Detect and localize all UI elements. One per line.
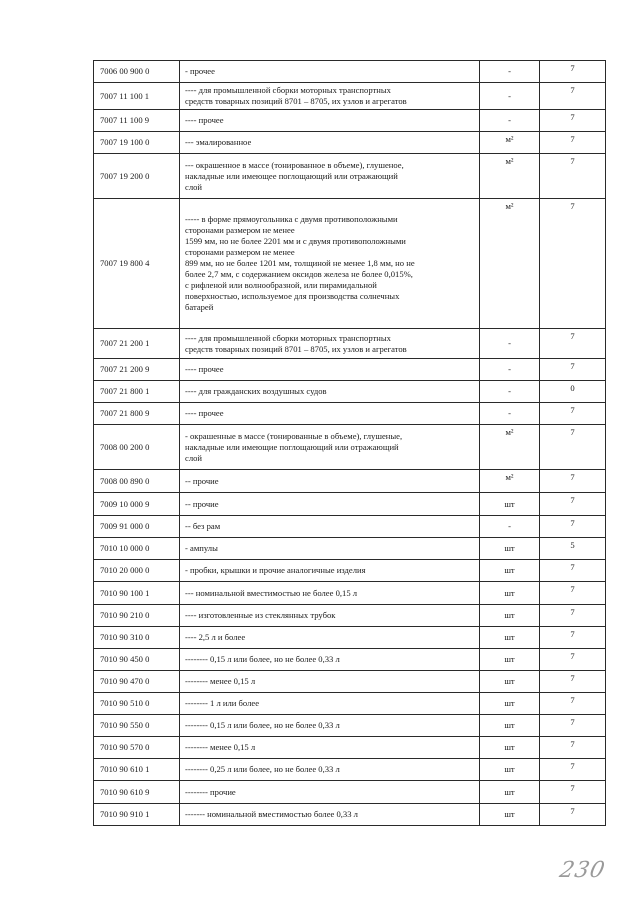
rate-cell: 7 (540, 61, 606, 83)
table-row (94, 516, 606, 538)
description-cell (180, 381, 480, 403)
code-cell: 7007 11 100 9 (94, 110, 180, 132)
unit-cell: шт (480, 605, 540, 627)
unit-cell: шт (480, 560, 540, 582)
rate-cell: 7 (540, 804, 606, 826)
unit-cell: шт (480, 759, 540, 781)
table-row (94, 154, 606, 199)
unit-cell: шт (480, 693, 540, 715)
unit-cell: - (480, 403, 540, 425)
description-cell (180, 403, 480, 425)
description-line: -------- 0,15 л или более, но не более 0,33 л (185, 720, 340, 730)
code-cell: 7010 90 100 1 (94, 582, 180, 605)
unit-cell: - (480, 83, 540, 110)
description-cell (180, 693, 480, 715)
description-line: слой (185, 452, 202, 463)
rate-cell: 7 (540, 671, 606, 693)
description-cell (180, 560, 480, 582)
description-line: --- номинальной вместимостью не более 0,15 л (185, 587, 358, 598)
table-row (94, 493, 606, 516)
rate-cell: 7 (540, 199, 606, 329)
rate-cell: 7 (540, 110, 606, 132)
code-cell: 7010 90 510 0 (94, 693, 180, 715)
description-cell (180, 83, 480, 110)
unit-cell: - (480, 329, 540, 359)
description-cell (180, 516, 480, 538)
code-cell: 7010 90 470 0 (94, 671, 180, 693)
table-row (94, 110, 606, 132)
description-line: накладные или имеющее поглощающий или отражающий (185, 170, 398, 181)
unit-cell: - (480, 359, 540, 381)
description-line: - окрашенные в массе (тонированные в объеме), глушеные, (185, 430, 403, 441)
rate-cell: 7 (540, 516, 606, 538)
description-line: ---- для гражданских воздушных судов (185, 386, 327, 396)
rate-cell: 7 (540, 715, 606, 737)
description-line: средств товарных позиций 8701 – 8705, их узлов и агрегатов (185, 96, 407, 106)
description-line: ---- прочее (185, 408, 224, 418)
unit-cell: шт (480, 737, 540, 759)
code-cell: 7010 90 550 0 (94, 715, 180, 737)
code-cell: 7010 10 000 0 (94, 538, 180, 560)
unit-cell: м² (480, 132, 540, 154)
description-cell (180, 110, 480, 132)
table-row (94, 737, 606, 759)
unit-cell: шт (480, 671, 540, 693)
table-row (94, 132, 606, 154)
description-cell (180, 470, 480, 493)
table-row (94, 199, 606, 329)
table-row (94, 538, 606, 560)
code-cell: 7007 19 200 0 (94, 154, 180, 199)
table-row (94, 693, 606, 715)
table-row (94, 329, 606, 359)
description-line: сторонами размером не менее (185, 247, 295, 257)
unit-cell: - (480, 516, 540, 538)
rate-cell: 7 (540, 359, 606, 381)
table-row (94, 804, 606, 826)
rate-cell: 7 (540, 605, 606, 627)
rate-cell: 7 (540, 470, 606, 493)
description-line: слой (185, 181, 202, 192)
description-line: с рифленой или волнообразной, или пирамидальной (185, 280, 377, 290)
unit-cell: шт (480, 781, 540, 804)
code-cell: 7009 91 000 0 (94, 516, 180, 538)
rate-cell: 7 (540, 132, 606, 154)
code-cell: 7008 00 890 0 (94, 470, 180, 493)
description-line: более 2,7 мм, с содержанием оксидов железа не более 0,015%, (185, 269, 413, 279)
code-cell: 7007 19 100 0 (94, 132, 180, 154)
description-cell (180, 199, 480, 329)
description-line: ------- номинальной вместимостью более 0,33 л (185, 809, 358, 819)
description-cell (180, 329, 480, 359)
unit-cell: - (480, 110, 540, 132)
rate-cell: 7 (540, 582, 606, 605)
table-row (94, 61, 606, 83)
rate-cell: 5 (540, 538, 606, 560)
description-line: -- без рам (185, 521, 221, 531)
description-line: -------- 0,15 л или более, но не более 0,33 л (185, 654, 340, 664)
rate-cell: 7 (540, 759, 606, 781)
description-cell (180, 359, 480, 381)
rate-cell: 7 (540, 781, 606, 804)
table-row (94, 671, 606, 693)
unit-cell: шт (480, 582, 540, 605)
rate-cell: 7 (540, 425, 606, 470)
description-line: ---- прочее (185, 364, 224, 374)
description-cell (180, 671, 480, 693)
code-cell: 7010 90 310 0 (94, 627, 180, 649)
table-row (94, 605, 606, 627)
description-line: -------- 0,25 л или более, но не более 0,33 л (185, 764, 340, 774)
description-line: 899 мм, но не более 1201 мм, толщиной не менее 1,8 мм, но не (185, 258, 415, 268)
code-cell: 7010 90 610 1 (94, 759, 180, 781)
rate-cell: 7 (540, 493, 606, 516)
table-row (94, 83, 606, 110)
description-line: --- эмалированное (185, 137, 252, 147)
description-line: -- прочие (185, 475, 219, 486)
code-cell: 7010 90 610 9 (94, 781, 180, 804)
rate-cell: 7 (540, 154, 606, 199)
description-line: --- окрашенное в массе (тонированное в объеме), глушеное, (185, 159, 404, 170)
description-line: - пробки, крышки и прочие аналогичные изделия (185, 565, 366, 575)
description-cell (180, 132, 480, 154)
unit-cell: м² (480, 154, 540, 199)
unit-cell: м² (480, 199, 540, 329)
rate-cell: 7 (540, 329, 606, 359)
unit-cell: м² (480, 425, 540, 470)
description-line: ---- для промышленной сборки моторных транспортных (185, 332, 391, 343)
unit-cell: шт (480, 493, 540, 516)
unit-cell: шт (480, 715, 540, 737)
description-line: ---- для промышленной сборки моторных транспортных (185, 85, 391, 95)
description-cell (180, 627, 480, 649)
rate-cell: 7 (540, 560, 606, 582)
description-line: 1599 мм, но не более 2201 мм и с двумя противоположными (185, 236, 406, 246)
description-cell (180, 493, 480, 516)
table-row (94, 560, 606, 582)
description-cell (180, 759, 480, 781)
tariff-table (93, 60, 606, 826)
table-row (94, 425, 606, 470)
code-cell: 7006 00 900 0 (94, 61, 180, 83)
description-line: -------- менее 0,15 л (185, 742, 256, 752)
code-cell: 7009 10 000 9 (94, 493, 180, 516)
table-row (94, 781, 606, 804)
description-cell (180, 781, 480, 804)
description-cell (180, 61, 480, 83)
code-cell: 7010 90 910 1 (94, 804, 180, 826)
description-line: ----- в форме прямоугольника с двумя противоположными (185, 214, 398, 224)
description-line: -- прочие (185, 498, 219, 509)
description-line: -------- 1 л или более (185, 698, 260, 708)
description-cell (180, 154, 480, 199)
description-cell (180, 582, 480, 605)
rate-cell: 0 (540, 381, 606, 403)
code-cell: 7010 20 000 0 (94, 560, 180, 582)
description-line: -------- прочие (185, 786, 236, 797)
table-row (94, 649, 606, 671)
description-cell (180, 737, 480, 759)
code-cell: 7008 00 200 0 (94, 425, 180, 470)
rate-cell: 7 (540, 649, 606, 671)
code-cell: 7007 21 800 1 (94, 381, 180, 403)
table-row (94, 715, 606, 737)
unit-cell: шт (480, 627, 540, 649)
description-line: - прочее (185, 66, 215, 76)
code-cell: 7007 11 100 1 (94, 83, 180, 110)
description-cell (180, 605, 480, 627)
rate-cell: 7 (540, 627, 606, 649)
table-row (94, 403, 606, 425)
unit-cell: м² (480, 470, 540, 493)
description-line: батарей (185, 302, 214, 312)
rate-cell: 7 (540, 737, 606, 759)
description-cell (180, 538, 480, 560)
unit-cell: шт (480, 804, 540, 826)
code-cell: 7007 21 800 9 (94, 403, 180, 425)
rate-cell: 7 (540, 83, 606, 110)
code-cell: 7007 19 800 4 (94, 199, 180, 329)
rate-cell: 7 (540, 693, 606, 715)
code-cell: 7010 90 210 0 (94, 605, 180, 627)
table-row (94, 627, 606, 649)
description-cell (180, 715, 480, 737)
description-line: накладные или имеющие поглощающий или отражающий (185, 441, 399, 452)
table-row (94, 759, 606, 781)
handwritten-page-number: 230 (557, 858, 608, 883)
description-line: ---- прочее (185, 115, 224, 125)
description-line: сторонами размером не менее (185, 225, 295, 235)
unit-cell: - (480, 381, 540, 403)
code-cell: 7010 90 570 0 (94, 737, 180, 759)
rate-cell: 7 (540, 403, 606, 425)
description-line: ---- 2,5 л и более (185, 632, 246, 642)
description-cell (180, 425, 480, 470)
tariff-table-body (94, 61, 606, 826)
unit-cell: шт (480, 538, 540, 560)
description-line: поверхностью, используемое для производства солнечных (185, 291, 400, 301)
code-cell: 7007 21 200 9 (94, 359, 180, 381)
table-row (94, 582, 606, 605)
unit-cell: шт (480, 649, 540, 671)
table-row (94, 359, 606, 381)
code-cell: 7010 90 450 0 (94, 649, 180, 671)
code-cell: 7007 21 200 1 (94, 329, 180, 359)
description-line: ---- изготовленные из стеклянных трубок (185, 610, 336, 620)
description-line: - ампулы (185, 543, 218, 553)
unit-cell: - (480, 61, 540, 83)
description-cell (180, 649, 480, 671)
description-cell (180, 804, 480, 826)
description-line: средств товарных позиций 8701 – 8705, их узлов и агрегатов (185, 343, 407, 354)
table-row (94, 470, 606, 493)
table-row (94, 381, 606, 403)
description-line: -------- менее 0,15 л (185, 676, 256, 686)
